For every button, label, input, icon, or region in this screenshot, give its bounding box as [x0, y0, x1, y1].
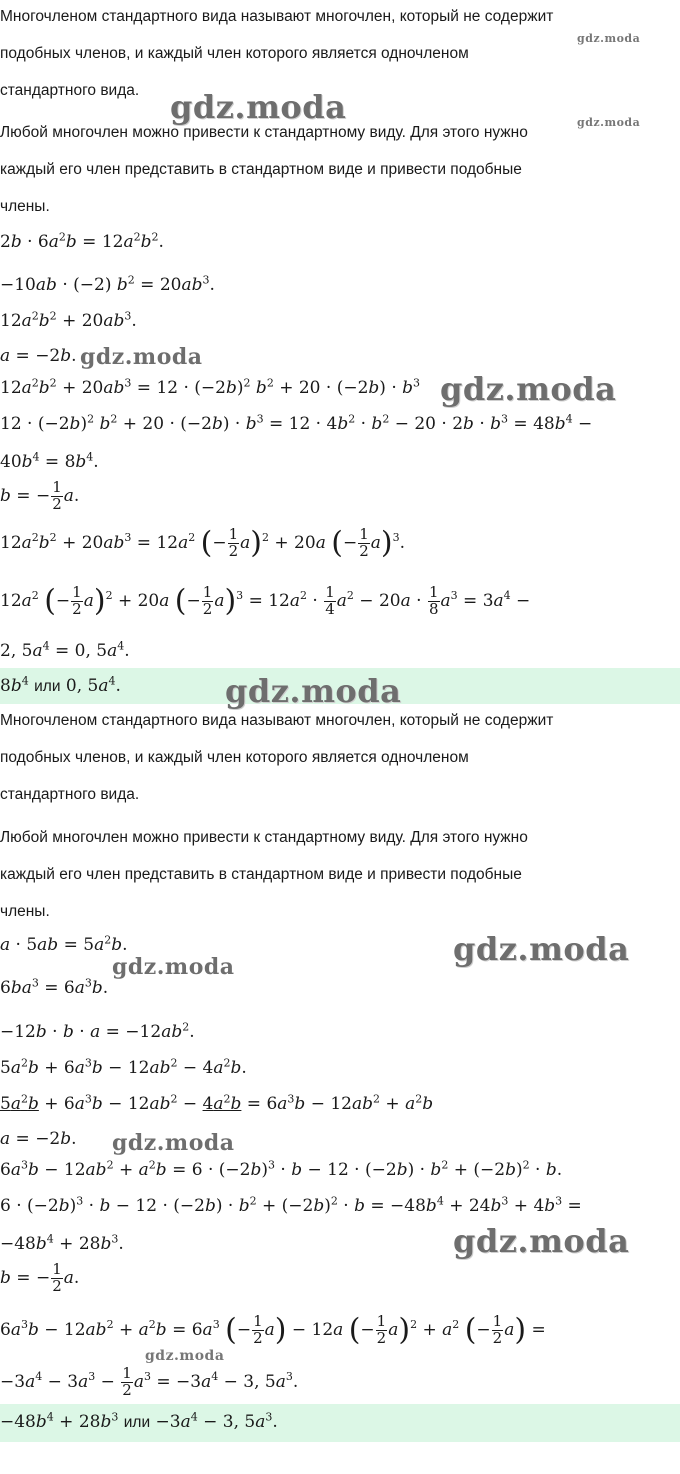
watermark: gdz.moda	[225, 672, 402, 710]
formula-line: $12a^2b^2 + 20ab^3 = 12 \cdot (-2b)^2$ $b^2 + 20 \cdot (-2b) \cdot b^3$	[0, 376, 421, 398]
formula-line: $6ba^3 = 6a^3b$.	[0, 976, 109, 998]
or-word: или	[34, 678, 61, 695]
formula-line: $5a^2b + 6a^3b - 12ab^2 - 4a^2b = 6a^3b - 12ab^2 + a^2b$	[0, 1092, 434, 1114]
watermark: gdz.moda	[453, 1222, 630, 1260]
formula-line: $6a^3b - 12ab^2 + a^2b = 6a^3$ (− $\frac{1}{2}$ a) − 12a (− $\frac{1}{2}$ $a)^2 + a^2$ (− $\frac{1}{2}$ a) =	[0, 1312, 546, 1348]
rule-text: Любой многочлен можно привести к стандартному виду. Для этого нужно	[0, 124, 528, 141]
formula-line: $a \cdot 5ab = 5a^2b$.	[0, 933, 128, 955]
rule-text: члены.	[0, 903, 50, 920]
watermark: gdz.moda	[577, 116, 641, 129]
formula-line: b = − $\frac{1}{2}$ a.	[0, 1260, 80, 1295]
formula-line: $12 \cdot (-2b)^2$ $b^2 + 20 \cdot (-2b) \cdot b^3 = 12 \cdot 4b^2 \cdot b^2 - 20 \cdot 2b \cdot b^3 = 48b^4$ −	[0, 412, 593, 434]
formula-line: $12a^2$ (− $\frac{1}{2}$ a)$^2$ + 20a (− $\frac{1}{2}$ $a)^3 = 12a^2$ · $\frac{1}{4}$ $a^2 - 20a$ · $\frac{1}{8}$ $a^3 = 3a^4$ −	[0, 583, 531, 619]
watermark: gdz.moda	[453, 930, 630, 968]
answer-line: $8b^4$ или 0, $5a^4$.	[0, 674, 121, 696]
formula-line: 2, $5a^4 = 0$, $5a^4$.	[0, 639, 130, 661]
answer-line: $-48b^4 + 28b^3$ или $-3a^4 - 3$, $5a^3$.	[0, 1410, 278, 1432]
watermark: gdz.moda	[440, 370, 617, 408]
formula-line: −10ab · (−2) $b^2 = 20ab^3$.	[0, 273, 215, 295]
formula-line: $6a^3b - 12ab^2 + a^2b = 6 \cdot (-2b)^3 \cdot b - 12 \cdot (-2b) \cdot b^2 + (-2b)^2 \cdot b$.	[0, 1158, 563, 1180]
watermark: gdz.moda	[145, 1348, 225, 1364]
formula-line: $12a^2b^2 + 20ab^3$.	[0, 309, 137, 331]
watermark: gdz.moda	[80, 344, 203, 370]
watermark: gdz.moda	[577, 32, 641, 45]
rule-text: каждый его член представить в стандартном виде и привести подобные	[0, 161, 522, 178]
formula-line: $40b^4 = 8b^4$.	[0, 450, 99, 472]
or-word: или	[123, 1414, 151, 1431]
rule-text: каждый его член представить в стандартном виде и привести подобные	[0, 866, 522, 883]
formula-line: b = − $\frac{1}{2}$ a.	[0, 478, 80, 513]
watermark: gdz.moda	[112, 1130, 235, 1156]
watermark: gdz.moda	[170, 88, 347, 126]
definition-text: Многочленом стандартного вида называют многочлен, который не содержит	[0, 8, 554, 25]
formula-line: a = −2b.	[0, 346, 77, 366]
definition-text: стандартного вида.	[0, 82, 140, 99]
definition-text: стандартного вида.	[0, 786, 140, 803]
formula-line: $6 \cdot (-2b)^3 \cdot b - 12 \cdot (-2b) \cdot b^2 + (-2b)^2 \cdot b = -48b^4 + 24b^3 + 4b^3$ =	[0, 1194, 582, 1216]
definition-text: подобных членов, и каждый член которого является одночленом	[0, 749, 469, 766]
formula-line: a = −2b.	[0, 1129, 77, 1149]
formula-line: $-12b \cdot b \cdot a = -12ab^2$.	[0, 1020, 195, 1042]
watermark: gdz.moda	[112, 954, 235, 980]
formula-line: $12a^2b^2 + 20ab^3 = 12a^2$ (− $\frac{1}{2}$ a)$^2$ + 20a (− $\frac{1}{2}$ a)$^3$.	[0, 525, 406, 561]
rule-text: Любой многочлен можно привести к стандартному виду. Для этого нужно	[0, 829, 528, 846]
formula-line: $-48b^4 + 28b^3$.	[0, 1232, 124, 1254]
definition-text: подобных членов, и каждый член которого является одночленом	[0, 45, 469, 62]
rule-text: члены.	[0, 198, 50, 215]
formula-line: $5a^2b + 6a^3b - 12ab^2 - 4a^2b$.	[0, 1056, 247, 1078]
formula-line: $2b \cdot 6a^2b = 12a^2b^2$.	[0, 230, 164, 252]
formula-line: $-3a^4 - 3a^3$ − $\frac{1}{2}$ $a^3 = -3a^4 - 3$, $5a^3$.	[0, 1364, 299, 1399]
definition-text: Многочленом стандартного вида называют многочлен, который не содержит	[0, 712, 554, 729]
